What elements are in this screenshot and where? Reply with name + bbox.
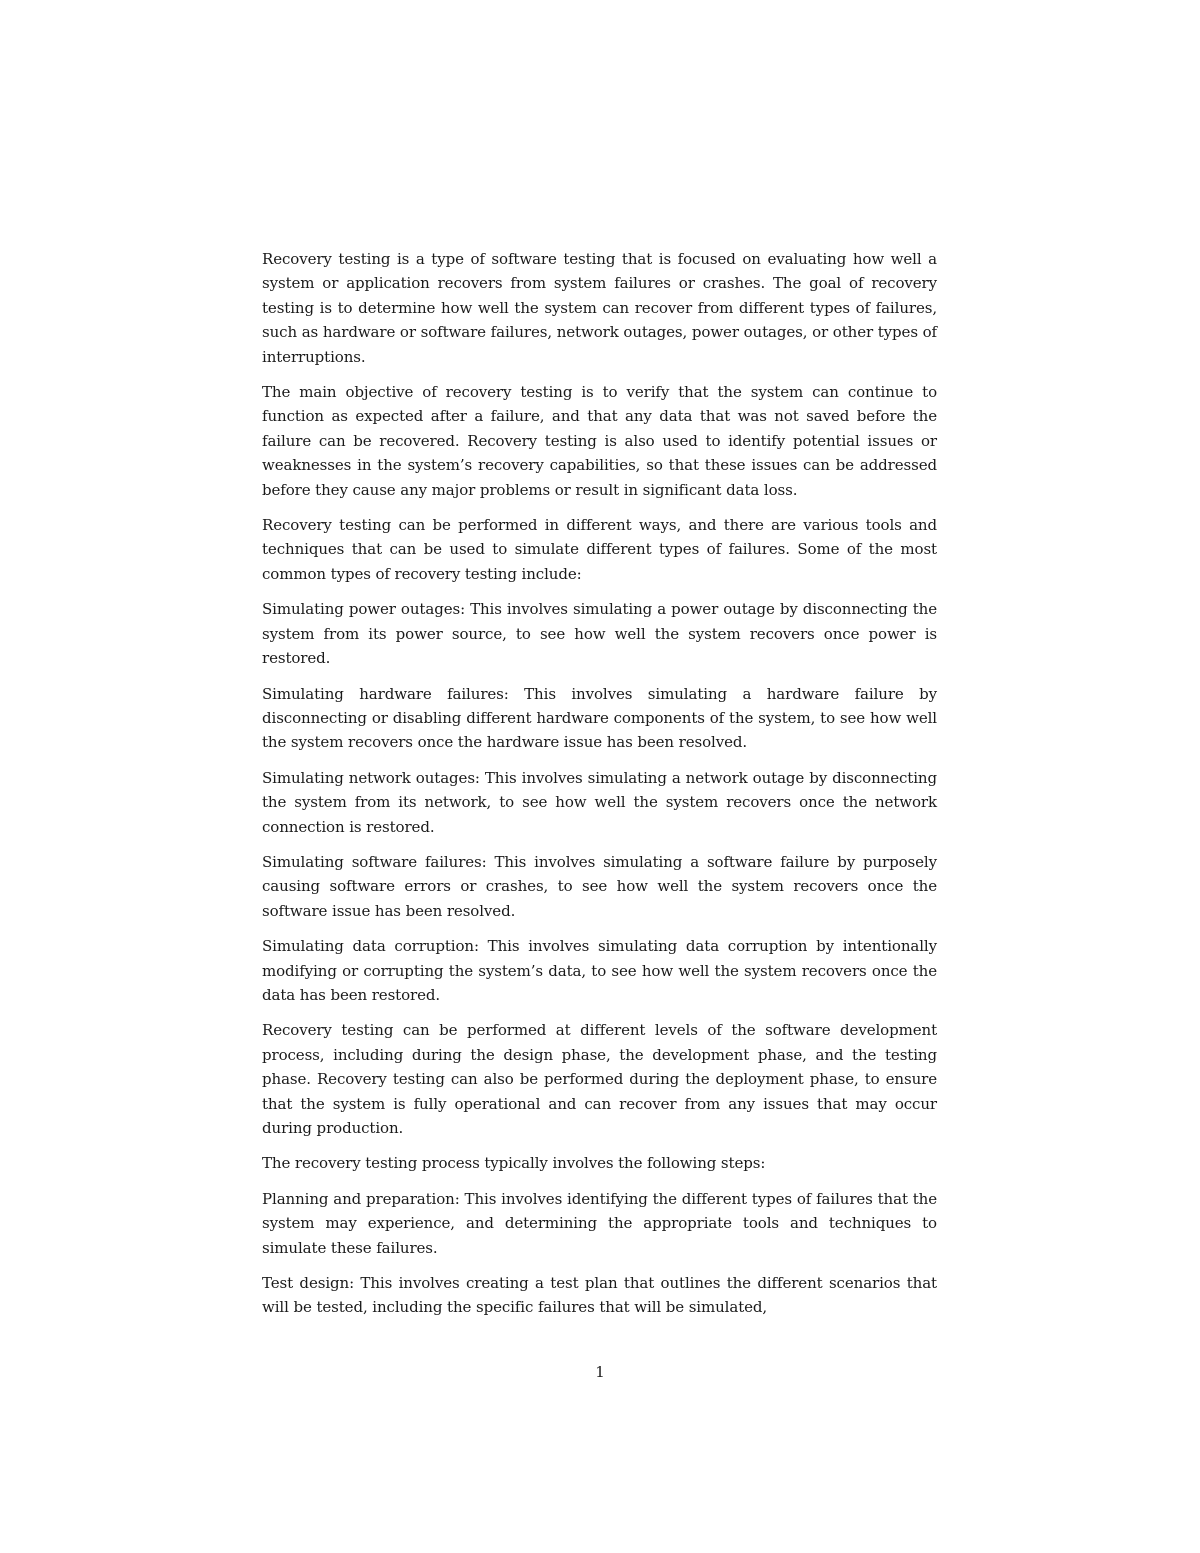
paragraph-methods: Recovery testing can be performed in different ways, and there are various tools and techniques that can be used to simulate different types of failures. Some of the most common types of recovery testing include: bbox=[262, 516, 937, 583]
paragraph-network-outages: Simulating network outages: This involves simulating a network outage by disconnecting the system from its network, to see how well the system recovers once the network connection is restored. bbox=[262, 768, 937, 836]
paragraph-software-failures: Simulating software failures: This involves simulating a software failure by purposely causing software errors or crashes, to see how well the system recovers once the software issue has been resolved. bbox=[262, 852, 937, 920]
paragraph-planning: Planning and preparation: This involves identifying the different types of failures that the system may experience, and determining the appropriate tools and techniques to simulate these failures. bbox=[262, 1189, 937, 1257]
paragraph-intro: Recovery testing is a type of software testing that is focused on evaluating how well a system or application recovers from system failures or crashes. The goal of recovery testing is to determine how well the system can recover from different types of failures, such as hardware or software failures, network outages, power outages, or other types of interruptions. bbox=[262, 250, 937, 366]
paragraph-levels: Recovery testing can be performed at different levels of the software development process, including during the design phase, the development phase, and the testing phase. Recovery testing can also be performed during the deployment phase, to ensure that the system is fully operational and can recover from any issues that may occur during production. bbox=[262, 1021, 937, 1137]
paragraph-objective: The main objective of recovery testing is to verify that the system can continue to function as expected after a failure, and that any data that was not saved before the failure can be recovered. Recovery testing is also used to identify potential issues or weaknesses in the system’s recovery capabilities, so that these issues can be addressed before they cause any major problems or result in significant data loss. bbox=[262, 383, 937, 499]
paragraph-process: The recovery testing process typically involves the following steps: bbox=[262, 1154, 766, 1173]
page-number: 1 bbox=[595, 1363, 605, 1381]
paragraph-test-design: Test design: This involves creating a test plan that outlines the different scenarios that will be tested, including the specific failures that will be simulated, bbox=[262, 1274, 937, 1317]
paragraph-hardware-failures: Simulating hardware failures: This involves simulating a hardware failure by disconnecting or disabling different hardware components of the system, to see how well the system recovers once the hardware issue has been resolved. bbox=[262, 684, 937, 752]
paragraph-power-outages: Simulating power outages: This involves simulating a power outage by disconnecting the system from its power source, to see how well the system recovers once power is restored. bbox=[262, 600, 937, 668]
paragraph-data-corruption: Simulating data corruption: This involves simulating data corruption by intentionally modifying or corrupting the system’s data, to see how well the system recovers once the data has been restored. bbox=[262, 937, 937, 1004]
body-text bbox=[262, 247, 937, 1331]
